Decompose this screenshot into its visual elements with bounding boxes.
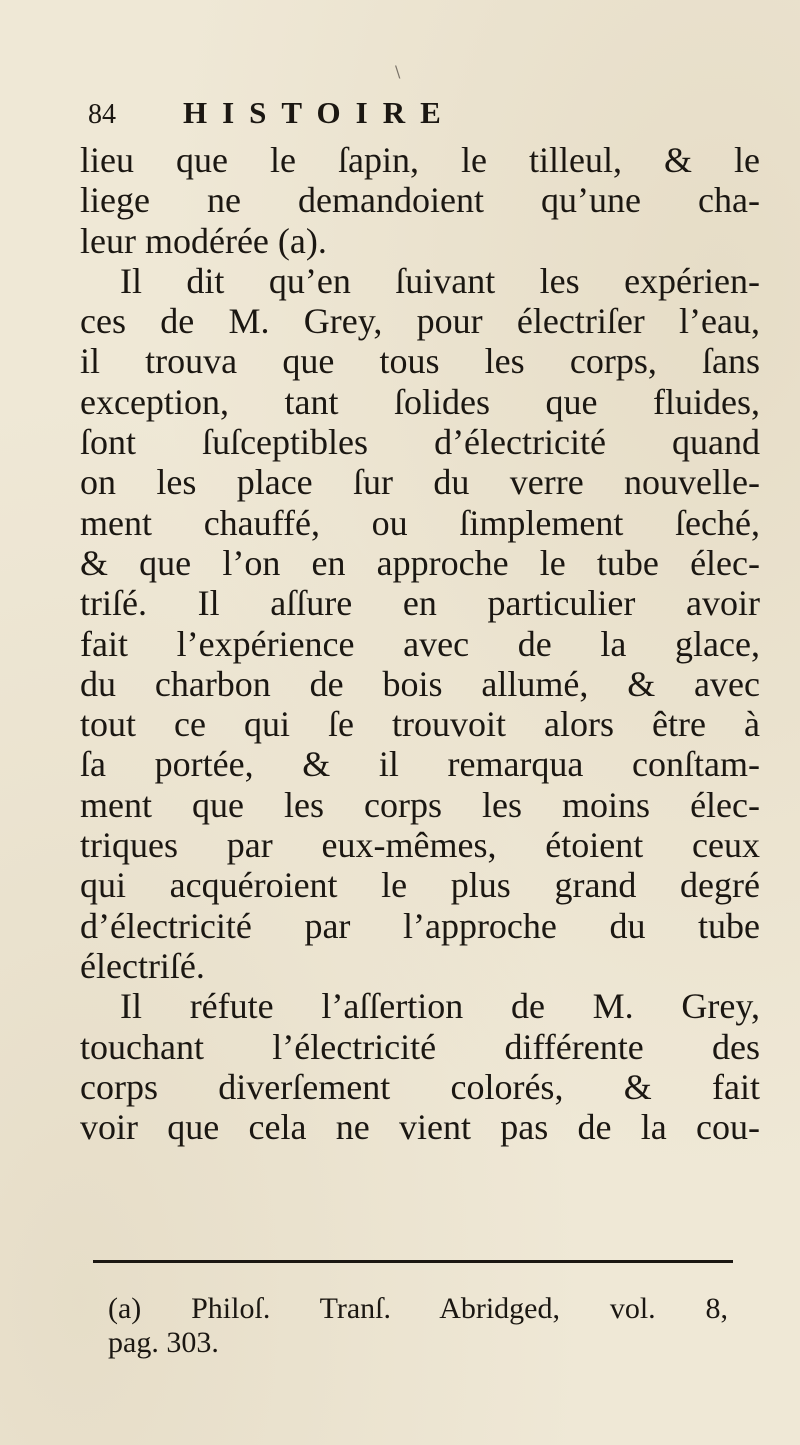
text-line: tout ce qui ſe trouvoit alors être à [80,704,760,745]
text-line: Il réfute l’aſſertion de M. Grey, [120,986,760,1027]
running-head [88,95,728,135]
text-line: leur modérée (a). [80,220,327,261]
text-line: ment chauffé, ou ſimplement ſeché, [80,502,760,543]
running-title: HISTOIRE [183,95,456,130]
text-line: il trouva que tous les corps, ſans [80,341,760,382]
text-line: lieu que le ſapin, le tilleul, & le [80,140,760,180]
text-line: ces de M. Grey, pour électriſer l’eau, [80,301,760,342]
text-line: triſé. Il aſſure en particulier avoir [80,583,760,624]
text-line: électriſé. [80,945,205,986]
text-line: exception, tant ſolides que fluides, [80,381,760,422]
text-line: corps diverſement colorés, & fait [80,1066,760,1107]
text-line: Il dit qu’en ſuivant les expérien- [120,260,760,301]
text-line: triques par eux-mêmes, étoient ceux [80,825,760,866]
footnote [108,1292,728,1360]
footnote-line: pag. 303. [108,1326,219,1359]
text-line: & que l’on en approche le tube élec- [80,542,760,583]
page-number: 84 [88,99,116,130]
text-line: voir que cela ne vient pas de la cou- [80,1107,760,1148]
text-line: touchant l’électricité différente des [80,1026,760,1067]
text-line: d’électricité par l’approche du tube [80,905,760,946]
text-line: liege ne demandoient qu’une cha- [80,180,760,221]
text-line: qui acquéroient le plus grand degré [80,865,760,906]
scan-mark: \ [395,62,401,81]
text-line: ment que les corps les moins élec- [80,784,760,825]
body-text [80,140,760,1147]
text-line: fait l’expérience avec de la glace, [80,623,760,664]
text-line: ſont ſuſceptibles d’électricité quand [80,422,760,463]
text-line: on les place ſur du verre nouvelle- [80,462,760,503]
text-line: du charbon de bois allumé, & avec [80,663,760,704]
footnote-line: (a) Philoſ. Tranſ. Abridged, vol. 8, [108,1292,728,1325]
footnote-rule [93,1260,733,1263]
text-line: ſa portée, & il remarqua conſtam- [80,744,760,785]
